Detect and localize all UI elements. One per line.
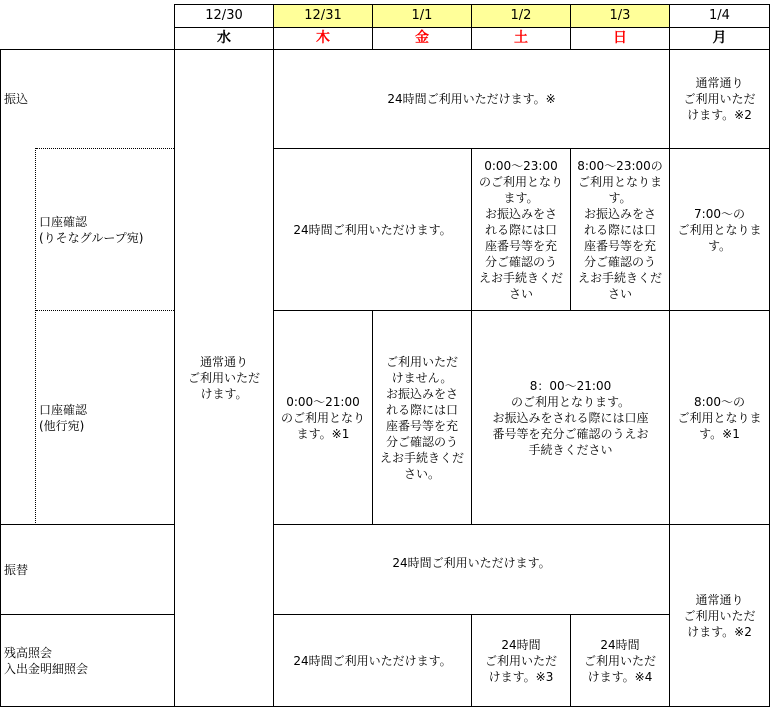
- weekday-sun: 日: [613, 30, 627, 46]
- grid-line: [471, 310, 472, 525]
- cell-furikae-holiday: 24時間ご利用いただけます。: [392, 555, 551, 570]
- grid-line-dotted: [35, 148, 36, 525]
- grid-line: [372, 4, 373, 50]
- grid-line: [0, 49, 770, 50]
- grid-line: [174, 4, 770, 5]
- weekday-mon: 月: [712, 30, 727, 46]
- row-label-zandaka: 残高照会 入出金明細照会: [4, 645, 89, 676]
- cell-risona-12: 0:00～23:00 のご利用となり ます。 お振込みをさ れる際には口 座番号等を充 分ご確認のう えお手続きくだ さい: [478, 158, 563, 301]
- grid-line: [0, 49, 1, 707]
- row-label-kouza-risona: 口座確認 (りそなグループ宛): [39, 214, 144, 245]
- weekday-fri: 金: [415, 30, 429, 46]
- cell-tako-1231: 0:00～21:00 のご利用となり ます。※1: [280, 394, 365, 441]
- cell-tako-14: 8:00～の ご利用となりま す。※1: [677, 394, 762, 441]
- grid-line: [570, 614, 571, 707]
- row-label-furikomi: 振込: [4, 92, 29, 106]
- weekday-sat: 土: [514, 30, 528, 46]
- row-label-furikae: 振替: [4, 562, 29, 577]
- grid-line: [0, 524, 175, 525]
- grid-line: [273, 524, 770, 525]
- cell-tako-12-13: 8：00～21:00 のご利用となります。 お振込みをされる際には口座 番号等を充分ご確認のうえお 手続きください: [492, 378, 649, 457]
- grid-line: [471, 614, 472, 707]
- date-header-12: 1/2: [472, 5, 570, 27]
- grid-line: [174, 27, 770, 28]
- grid-line: [273, 148, 770, 149]
- weekday-wed: 水: [217, 30, 231, 46]
- grid-line: [174, 4, 175, 707]
- grid-line: [471, 4, 472, 50]
- date-header-1230: 12/30: [205, 8, 243, 23]
- cell-wed-all: 通常通り ご利用いただ けます。: [187, 355, 260, 401]
- date-header-13: 1/3: [571, 5, 669, 27]
- grid-line: [372, 310, 373, 525]
- cell-zandaka-12: 24時間 ご利用いただ けます。※3: [484, 637, 557, 684]
- cell-zandaka-1231-11: 24時間ご利用いただけます。: [293, 653, 452, 668]
- cell-tako-11: ご利用いただ けません。 お振込みをさ れる際には口 座番号等を充 分ご確認のう えお手続きくだ さい。: [379, 354, 464, 481]
- cell-furikomi-holiday: 24時間ご利用いただけます。※: [387, 92, 556, 106]
- cell-furikomi-mon: 通常通り ご利用いただ けます。※2: [683, 76, 756, 122]
- date-header-14: 1/4: [709, 8, 730, 23]
- cell-furikae-zandaka-mon: 通常通り ご利用いただ けます。※2: [683, 592, 756, 639]
- grid-line: [273, 310, 770, 311]
- grid-line: [570, 4, 571, 50]
- cell-risona-14: 7:00～の ご利用となりま す。: [677, 206, 762, 253]
- cell-zandaka-13: 24時間 ご利用いただ けます。※4: [583, 637, 656, 684]
- grid-line: [570, 148, 571, 311]
- grid-line: [471, 148, 472, 311]
- cell-risona-1231-11: 24時間ご利用いただけます。: [293, 222, 452, 237]
- row-label-kouza-tako: 口座確認 (他行宛): [39, 402, 88, 433]
- grid-line-dotted: [36, 148, 174, 149]
- grid-line-dotted: [36, 310, 174, 311]
- cell-risona-13: 8:00～23:00の ご利用となりま す。 お振込みをさ れる際には口 座番号等を充 分ご確認のう えお手続きくだ さい: [577, 158, 663, 301]
- date-header-1231: 12/31: [274, 5, 372, 27]
- date-header-11: 1/1: [373, 5, 471, 27]
- weekday-thu: 木: [316, 30, 330, 46]
- grid-line: [669, 4, 670, 707]
- grid-line: [0, 614, 175, 615]
- grid-line: [273, 4, 274, 707]
